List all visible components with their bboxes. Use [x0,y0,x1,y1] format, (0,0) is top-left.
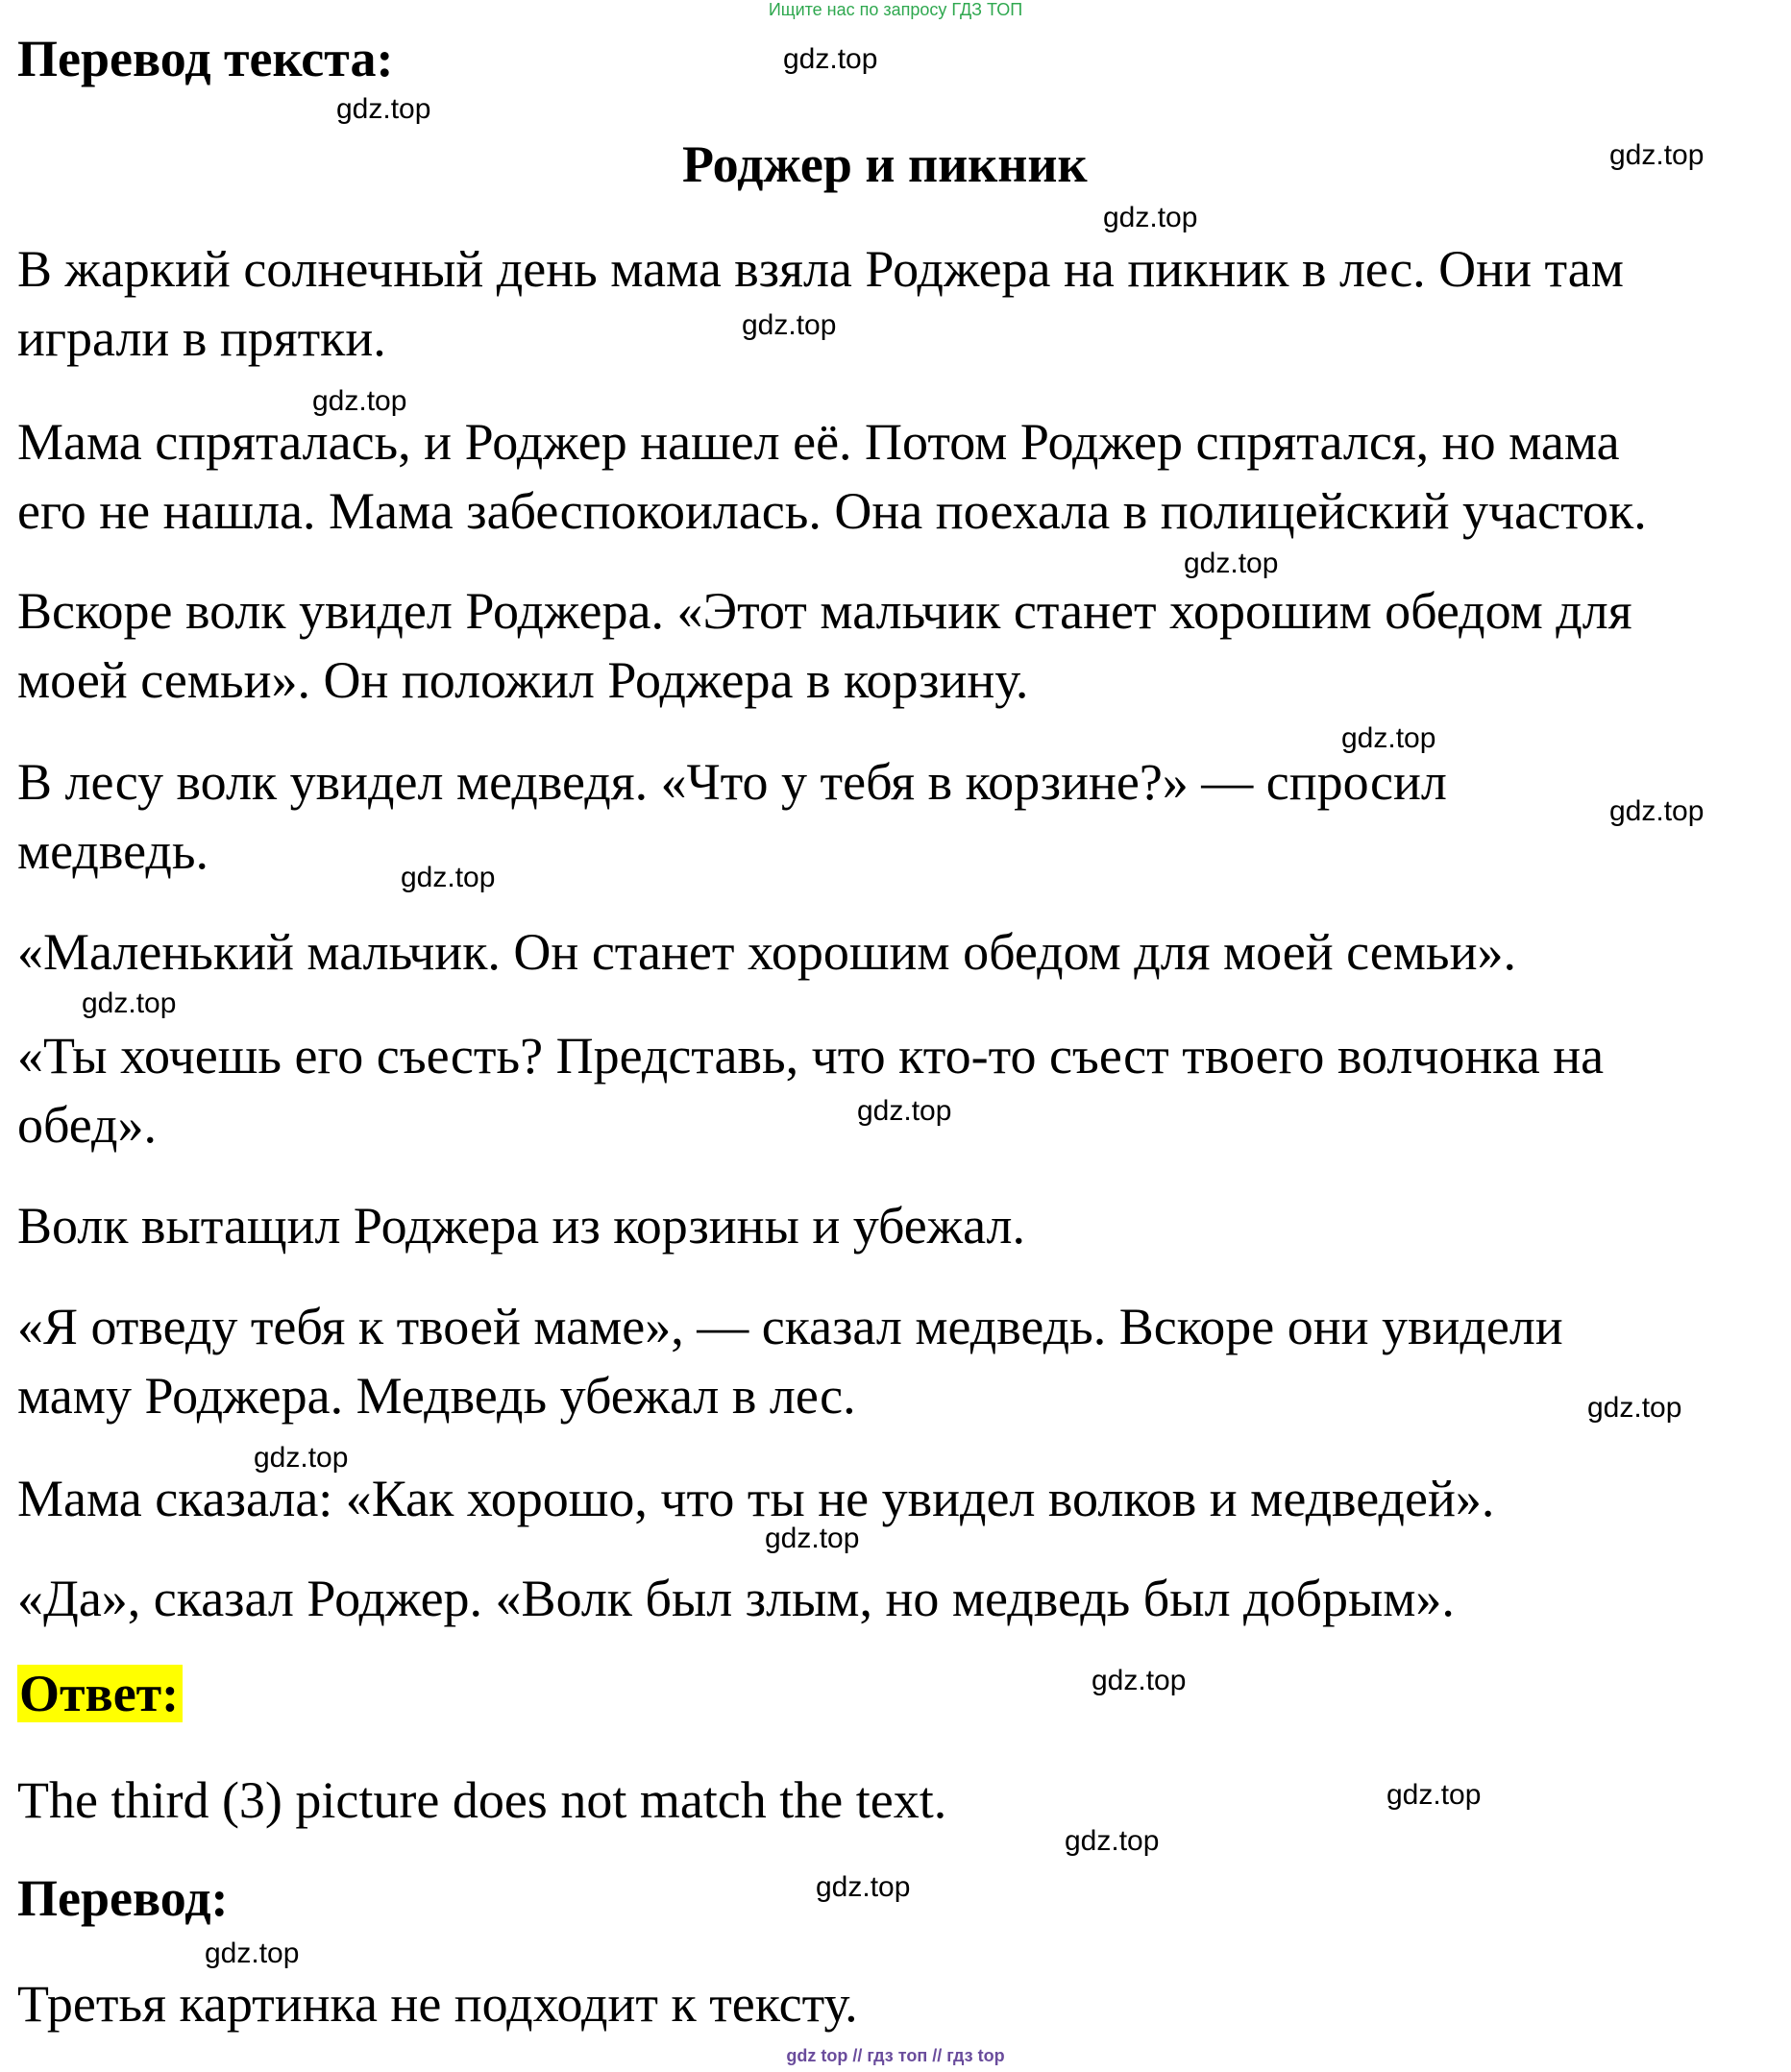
answer-translation-text: Третья картинка не подходит к тексту. [17,1975,858,2033]
watermark-text: gdz.top [401,862,496,893]
watermark-text: gdz.top [857,1095,952,1127]
watermark-text: gdz.top [1341,722,1436,754]
answer-translation-heading: Перевод: [17,1869,229,1927]
watermark-text: gdz.top [742,309,837,341]
answer-text: The third (3) picture does not match the text. [17,1771,947,1829]
watermark-text: gdz.top [783,43,878,75]
watermark-text: gdz.top [1184,548,1279,579]
watermark-text: gdz.top [1092,1665,1187,1696]
paragraph-6 [17,1021,1785,1159]
watermark-text: gdz.top [1609,139,1705,171]
watermark-text: gdz.top [816,1871,911,1903]
watermark-text: gdz.top [765,1523,860,1554]
paragraph-1-line-1: В жаркий солнечный день мама взяла Роджера на пикник в лес. Они там [17,240,1624,298]
paragraph-9-line-1: Мама сказала: «Как хорошо, что ты не увидел волков и медведей». [17,1470,1495,1527]
bottom-banner[interactable]: gdz top // гдз топ // гдз top [786,2046,1005,2065]
answer-heading [17,1664,183,1723]
paragraph-4-line-2: медведь. [17,822,209,880]
watermark-text: gdz.top [205,1938,300,1969]
paragraph-2-line-2: его не нашла. Мама забеспокоилась. Она поехала в полицейский участок. [17,482,1647,540]
paragraph-8 [17,1292,1785,1430]
watermark-text: gdz.top [1103,202,1198,233]
top-search-banner[interactable]: Ищите нас по запросу ГДЗ ТОП [768,0,1023,19]
watermark-text: gdz.top [1609,795,1705,827]
watermark-text: gdz.top [254,1442,349,1474]
paragraph-3-line-1: Вскоре волк увидел Роджера. «Этот мальчик станет хорошим обедом для [17,582,1632,640]
paragraph-3 [17,576,1785,715]
watermark-text: gdz.top [82,987,177,1019]
paragraph-5 [17,917,1785,987]
paragraph-8-line-2: маму Роджера. Медведь убежал в лес. [17,1367,856,1425]
paragraph-8-line-1: «Я отведу тебя к твоей маме», — сказал медведь. Вскоре они увидели [17,1298,1563,1355]
paragraph-4-line-1: В лесу волк увидел медведя. «Что у тебя в корзине?» — спросил [17,753,1447,811]
paragraph-1-line-2: играли в прятки. [17,309,386,367]
paragraph-7-line-1: Волк вытащил Роджера из корзины и убежал. [17,1197,1025,1255]
watermark-text: gdz.top [1065,1825,1160,1857]
story-title: Роджер и пикник [682,135,1088,193]
paragraph-1 [17,234,1785,373]
paragraph-6-line-1: «Ты хочешь его съесть? Представь, что кто-то съест твоего волчонка на [17,1027,1605,1085]
watermark-text: gdz.top [336,93,431,125]
watermark-text: gdz.top [312,385,407,417]
answer-label: Ответ: [17,1665,183,1722]
paragraph-5-line-1: «Маленький мальчик. Он станет хорошим обедом для моей семьи». [17,923,1516,981]
paragraph-4 [17,747,1785,886]
paragraph-3-line-2: моей семьи». Он положил Роджера в корзину. [17,651,1029,709]
paragraph-10 [17,1564,1785,1633]
paragraph-2-line-1: Мама спряталась, и Роджер нашел её. Потом Роджер спрятался, но мама [17,413,1620,471]
watermark-text: gdz.top [1386,1779,1482,1811]
translation-heading: Перевод текста: [17,30,394,87]
paragraph-6-line-2: обед». [17,1096,157,1154]
watermark-text: gdz.top [1587,1392,1682,1424]
paragraph-10-line-1: «Да», сказал Роджер. «Волк был злым, но медведь был добрым». [17,1570,1455,1627]
paragraph-2 [17,407,1785,546]
paragraph-7 [17,1191,1785,1260]
